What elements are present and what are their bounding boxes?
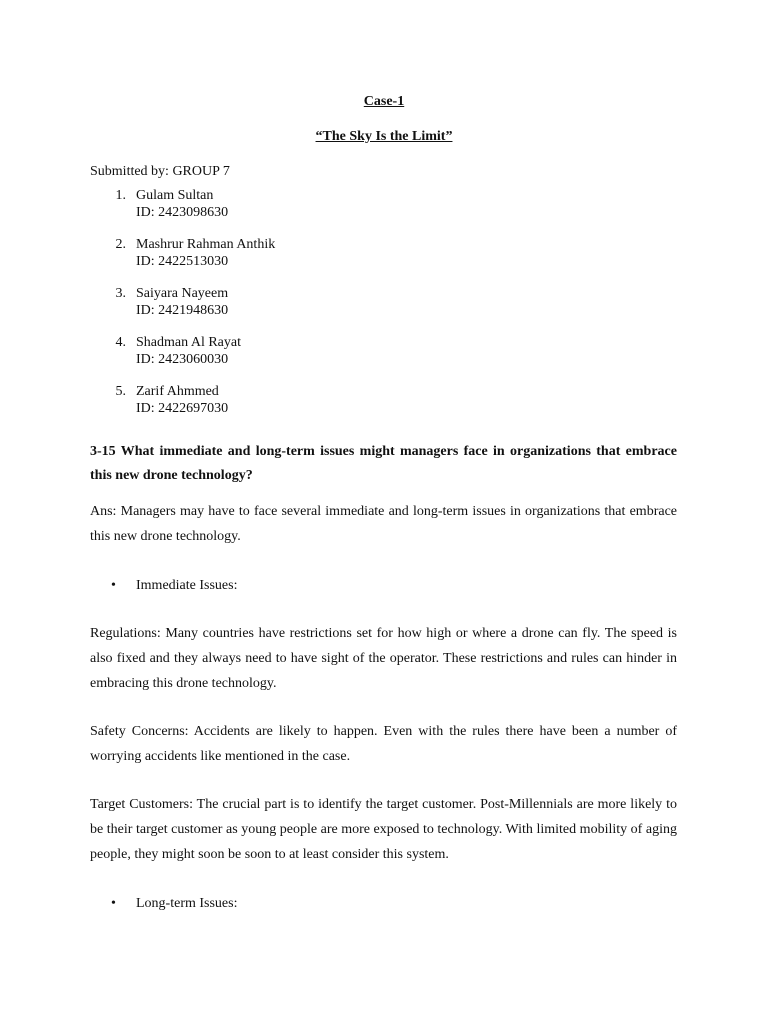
case-title: Case-1 xyxy=(363,94,405,109)
submitted-by: Submitted by: GROUP 7 xyxy=(90,164,230,179)
bullet-icon: • xyxy=(111,578,116,593)
member-number: 5. xyxy=(115,384,126,399)
member-number: 3. xyxy=(115,286,126,301)
safety-paragraph: Safety Concerns: Accidents are likely to happen. Even with the rules there have been a number of worrying accidents like mentioned in the case. xyxy=(90,724,677,764)
regulations-paragraph: Regulations: Many countries have restrictions set for how high or where a drone can fly. The speed is also fixed and they always need to have sight of the operator. These restrictions and rules can hinder in embracing this drone technology. xyxy=(90,626,677,691)
member-number: 1. xyxy=(115,188,126,203)
long-term-issues-label: Long-term Issues: xyxy=(136,896,238,911)
member-number: 2. xyxy=(115,237,126,252)
member-id: ID: 2423098630 xyxy=(136,205,229,220)
member-name: Shadman Al Rayat xyxy=(136,335,241,350)
member-id: ID: 2421948630 xyxy=(136,303,229,318)
member-id: ID: 2423060030 xyxy=(136,352,229,367)
immediate-issues-label: Immediate Issues: xyxy=(136,578,238,593)
member-number: 4. xyxy=(115,335,126,350)
target-customers-paragraph: Target Customers: The crucial part is to identify the target customer. Post-Millennials are more likely to be their target customer as young people are more exposed to technology. With limited mobility of aging people, they might soon be soon to at least consider this system. xyxy=(90,797,677,862)
member-name: Zarif Ahmmed xyxy=(136,384,219,399)
case-subtitle: “The Sky Is the Limit” xyxy=(315,129,453,144)
member-name: Saiyara Nayeem xyxy=(136,286,229,301)
member-name: Mashrur Rahman Anthik xyxy=(136,237,276,252)
member-id: ID: 2422513030 xyxy=(136,254,229,269)
answer-intro: Ans: Managers may have to face several immediate and long-term issues in organizations that embrace this new drone technology. xyxy=(90,504,677,544)
bullet-icon: • xyxy=(111,896,116,911)
question-heading: 3-15 What immediate and long-term issues might managers face in organizations that embrace this new drone technology? xyxy=(90,444,677,483)
member-id: ID: 2422697030 xyxy=(136,401,229,416)
member-name: Gulam Sultan xyxy=(136,188,214,203)
